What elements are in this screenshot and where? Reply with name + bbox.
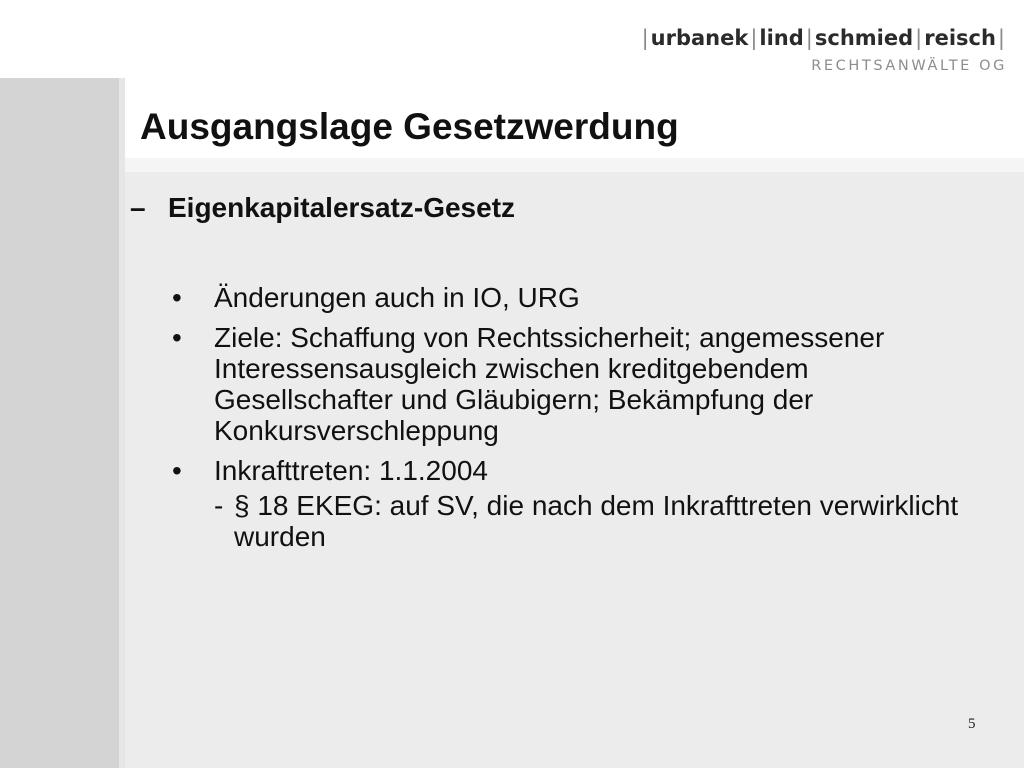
- bullet-text: Änderungen auch in IO, URG: [214, 282, 580, 313]
- logo-separator: |: [750, 26, 758, 50]
- logo-wordmark: [640, 26, 1007, 50]
- logo-part-lind: lind: [759, 26, 804, 50]
- logo-separator: |: [915, 26, 923, 50]
- bullet-item: [172, 282, 972, 313]
- bullet-text: Inkrafttreten: 1.1.2004: [214, 455, 488, 486]
- sub-item-marker: -: [214, 490, 224, 521]
- logo-separator: |: [997, 26, 1005, 50]
- section-heading: Eigenkapitalersatz-Gesetz: [168, 192, 516, 223]
- bullet-text: Ziele: Schaffung von Rechtssicherheit; angemessener Interessensausgleich zwischen kreditgebendem Gesellschafter und Gläubigern; Bekämpfung der Konkursverschleppung: [214, 322, 885, 446]
- page-number: 5: [968, 716, 976, 732]
- logo-separator: |: [641, 26, 649, 50]
- bullet-marker: •: [172, 282, 182, 313]
- heading-dash-marker: –: [130, 192, 146, 223]
- logo-part-urbanek: urbanek: [650, 26, 749, 50]
- bullet-marker: •: [172, 455, 182, 486]
- firm-logo: [640, 26, 1007, 74]
- bullet-list: [172, 282, 972, 552]
- bullet-item: [172, 322, 972, 446]
- logo-subtitle: RECHTSANWÄLTE OG: [811, 58, 1007, 74]
- left-sidebar-band: [0, 78, 125, 768]
- bullet-item: [172, 455, 972, 486]
- bullet-marker: •: [172, 322, 182, 353]
- logo-part-reisch: reisch: [924, 26, 996, 50]
- sub-item-text: § 18 EKEG: auf SV, die nach dem Inkrafttreten verwirklicht wurden: [234, 490, 959, 552]
- logo-part-schmied: schmied: [814, 26, 914, 50]
- slide-title: Ausgangslage Gesetzwerdung: [140, 106, 679, 147]
- title-band: [125, 158, 1024, 172]
- logo-separator: |: [805, 26, 813, 50]
- sub-item: [214, 490, 972, 552]
- section-heading-row: [130, 192, 515, 224]
